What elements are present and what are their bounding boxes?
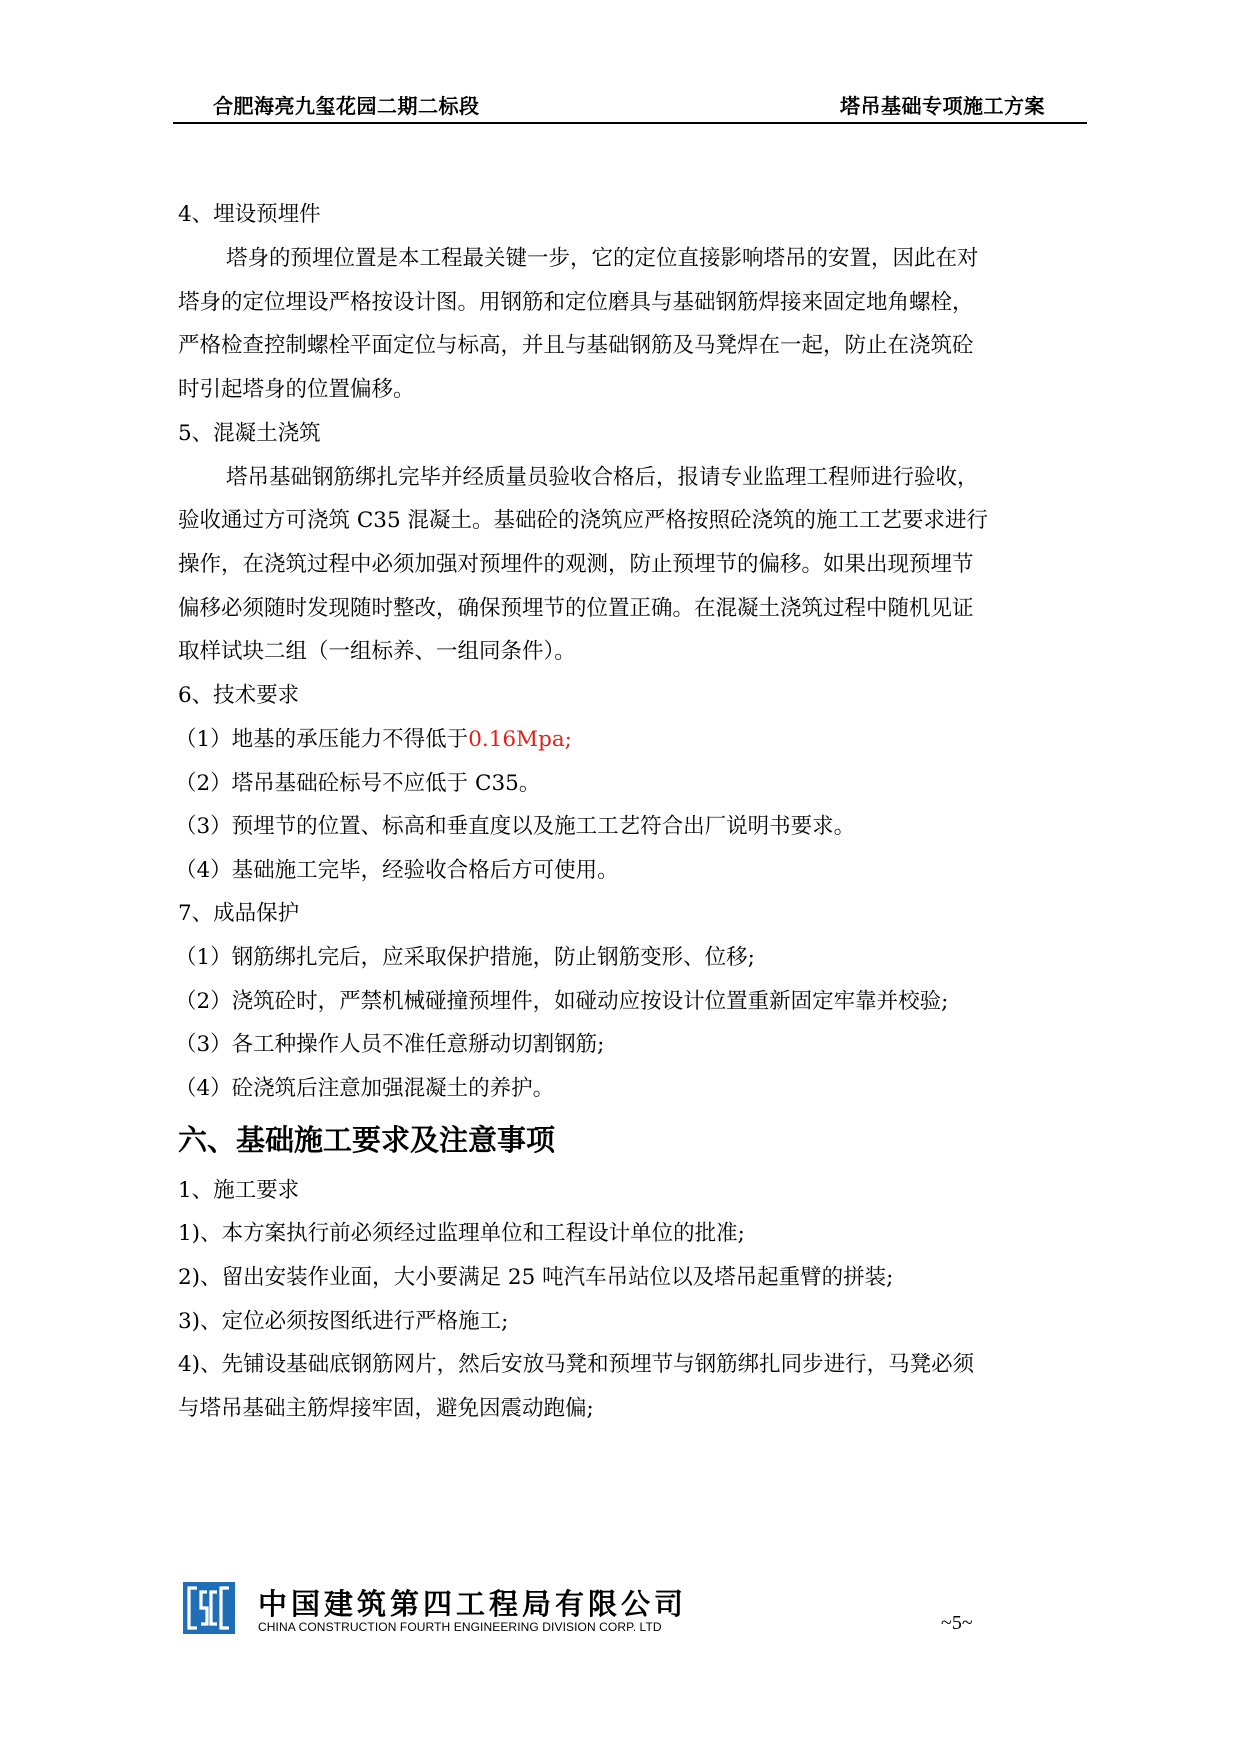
paragraph-line: 验收通过方可浇筑 C35 混凝土。基础砼的浇筑应严格按照砼浇筑的施工工艺要求进行 [178, 508, 988, 533]
paragraph-line: 时引起塔身的位置偏移。 [178, 377, 415, 402]
list-item-text: （1）地基的承压能力不得低于 [175, 727, 469, 752]
section-4-title: 4、埋设预埋件 [178, 202, 321, 227]
paragraph-line: 与塔吊基础主筋焊接牢固，避免因震动跑偏; [178, 1396, 594, 1421]
list-item: （4）基础施工完毕，经验收合格后方可使用。 [175, 858, 619, 883]
list-item: （1）钢筋绑扎完后，应采取保护措施，防止钢筋变形、位移; [175, 945, 755, 970]
list-item: （2）浇筑砼时，严禁机械碰撞预埋件，如碰动应按设计位置重新固定牢靠并校验; [175, 989, 949, 1014]
header-project-name: 合肥海亮九玺花园二期二标段 [213, 94, 480, 118]
list-item: 4)、先铺设基础底钢筋网片，然后安放马凳和预埋节与钢筋绑扎同步进行，马凳必须 [178, 1352, 975, 1377]
list-item: （3）各工种操作人员不准任意掰动切割钢筋; [175, 1032, 605, 1057]
paragraph-line: 偏移必须随时发现随时整改，确保预埋节的位置正确。在混凝土浇筑过程中随机见证 [178, 596, 974, 621]
chapter-6-heading: 六、基础施工要求及注意事项 [178, 1123, 556, 1157]
paragraph-line: 取样试块二组（一组标养、一组同条件）。 [178, 639, 576, 664]
list-item: （4）砼浇筑后注意加强混凝土的养护。 [175, 1076, 555, 1101]
paragraph-line: 塔身的定位埋设严格按设计图。用钢筋和定位磨具与基础钢筋焊接来固定地角螺栓， [178, 290, 974, 315]
paragraph-line: 操作，在浇筑过程中必须加强对预埋件的观测，防止预埋节的偏移。如果出现预埋节 [178, 552, 974, 577]
paragraph-line: 严格检查控制螺栓平面定位与标高，并且与基础钢筋及马凳焊在一起，防止在浇筑砼 [178, 333, 974, 358]
cscec-logo-icon [183, 1582, 235, 1634]
list-item [175, 725, 572, 755]
chapter-6-section-1-title: 1、施工要求 [178, 1178, 300, 1203]
list-item: 2)、留出安装作业面，大小要满足 25 吨汽车吊站位以及塔吊起重臂的拼装; [178, 1265, 894, 1290]
section-7-title: 7、成品保护 [178, 901, 300, 926]
pressure-value: 0.16Mpa; [468, 727, 572, 752]
section-6-title: 6、技术要求 [178, 683, 300, 708]
header-document-title: 塔吊基础专项施工方案 [840, 94, 1045, 118]
list-item: （2）塔吊基础砼标号不应低于 C35。 [175, 771, 541, 796]
paragraph-line: 塔身的预埋位置是本工程最关键一步，它的定位直接影响塔吊的安置，因此在对 [226, 246, 979, 271]
paragraph-line: 塔吊基础钢筋绑扎完毕并经质量员验收合格后，报请专业监理工程师进行验收， [226, 465, 979, 490]
list-item: 1)、本方案执行前必须经过监理单位和工程设计单位的批准; [178, 1221, 745, 1246]
list-item: 3)、定位必须按图纸进行严格施工; [178, 1309, 509, 1334]
company-name-chinese: 中国建筑第四工程局有限公司 [258, 1587, 688, 1621]
page-header [173, 84, 1087, 124]
company-name-english: CHINA CONSTRUCTION FOURTH ENGINEERING DIVISION CORP. LTD [258, 1620, 662, 1634]
section-5-title: 5、混凝土浇筑 [178, 421, 321, 446]
page-number: ~5~ [941, 1612, 973, 1634]
list-item: （3）预埋节的位置、标高和垂直度以及施工工艺符合出厂说明书要求。 [175, 814, 856, 839]
